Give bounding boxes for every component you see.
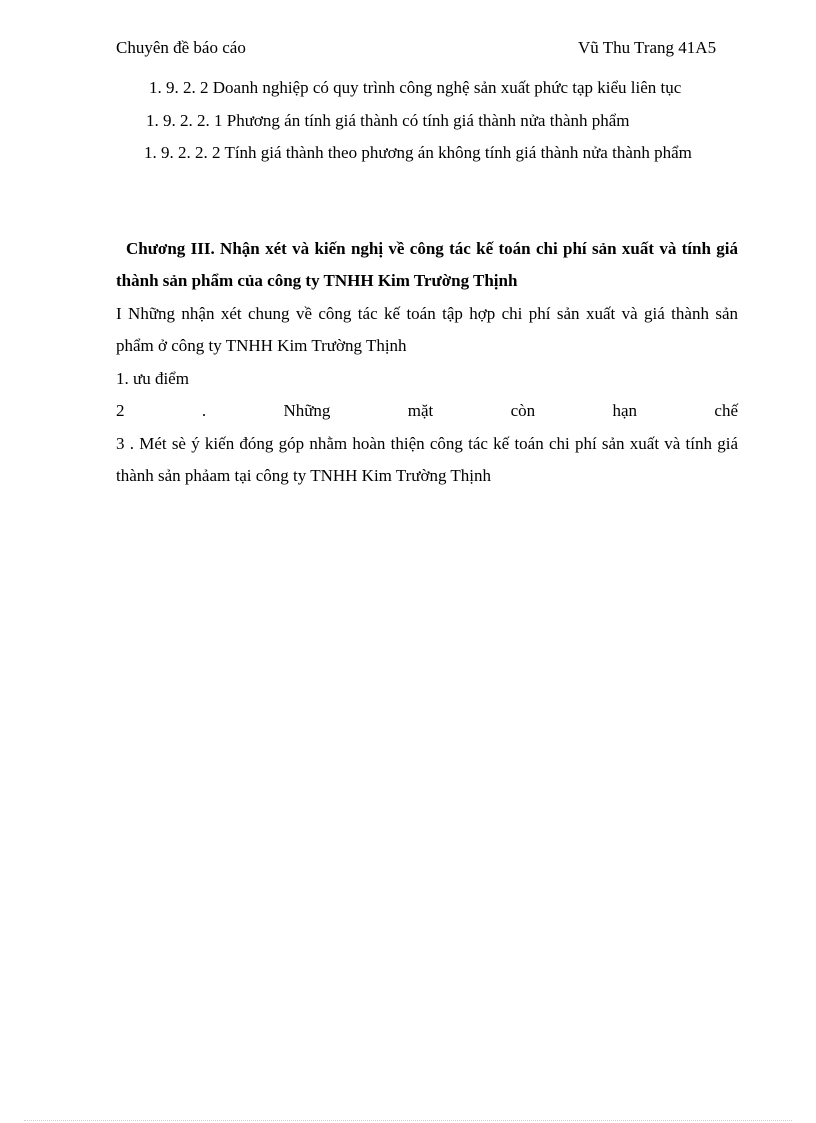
item-3-recommendations: 3 . Mét sè ý kiến đóng góp nhằm hoàn thiện công tác kế toán chi phí sản xuất và tính giá thành sản phảam tại công ty TNHH Kim Trường Thịnh [116,433,738,485]
chapter-heading: Chương III. Nhận xét và kiến nghị về công tác kế toán chi phí sản xuất và tính giá thành sản phẩm của công ty TNHH Kim Trường Thịnh [116,238,738,290]
header-author: Vũ Thu Trang 41A5 [578,38,717,57]
subsection-1-9-2-2-1: 1. 9. 2. 2. 1 Phương án tính giá thành có tính giá thành nửa thành phẩm [146,110,630,130]
item-2-word: mặt [407,401,434,420]
document-body [116,72,738,493]
item-2-word: còn [510,401,536,420]
item-2-word: chế [714,401,738,420]
item-2-limitations [116,395,738,428]
subsection-1-9-2-2: 1. 9. 2. 2 Doanh nghiệp có quy trình công nghệ sản xuất phức tạp kiểu liên tục [149,78,682,97]
item-2-word: hạn [612,401,638,420]
page-bottom-divider [24,1120,792,1121]
section-i-heading: I Những nhận xét chung về công tác kế toán tập hợp chi phí sản xuất và giá thành sản phẩm ở công ty TNHH Kim Trường Thịnh [116,303,738,355]
item-2-word: . [201,401,207,420]
item-1-advantages: 1. ưu điểm [116,368,189,388]
spacer [116,170,738,233]
subsection-1-9-2-2-2: 1. 9. 2. 2. 2 Tính giá thành theo phương án không tính giá thành nửa thành phẩm [144,143,692,162]
item-2-word: 2 [116,401,125,420]
item-2-word: Những [283,401,331,420]
header-report-title: Chuyên đề báo cáo [116,38,246,57]
